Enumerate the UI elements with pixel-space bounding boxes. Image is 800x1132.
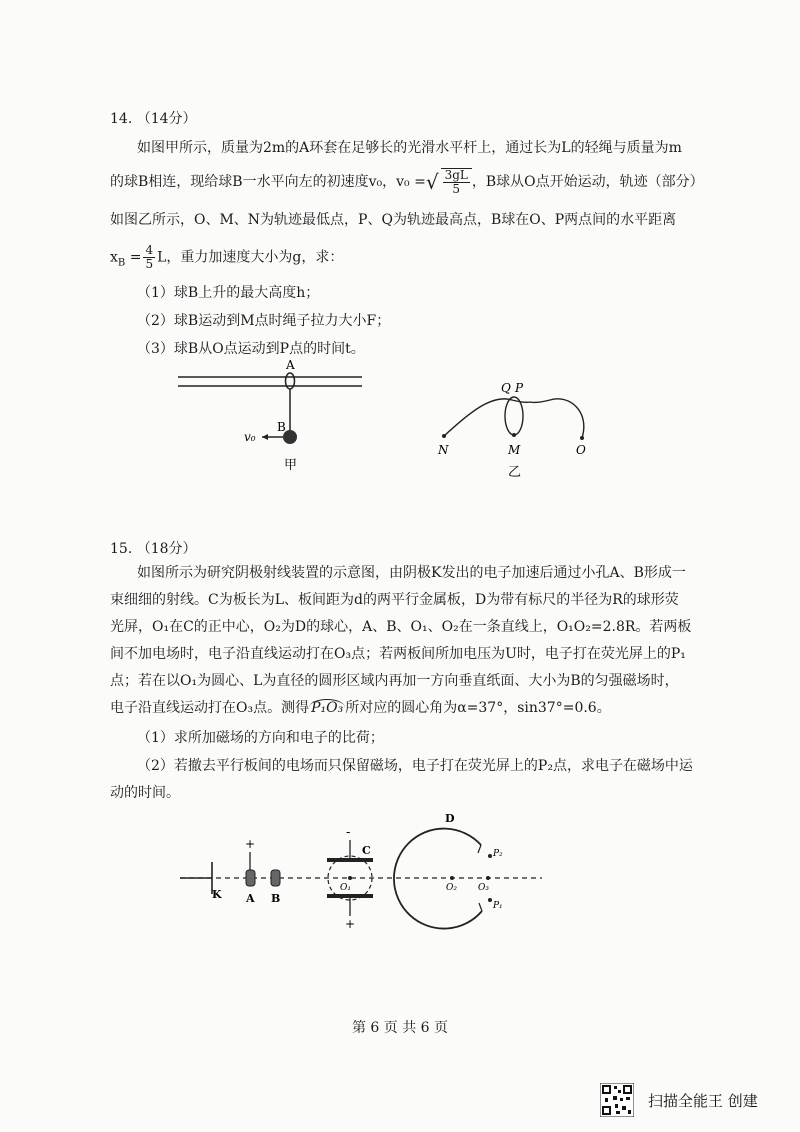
q15-line6-start: 电子沿直线运动打在O₃点。测得 <box>110 700 310 716</box>
frac-num-4: 4 <box>145 243 154 257</box>
figure-cathode-ray <box>170 810 550 935</box>
minus-c: - <box>346 825 351 840</box>
point-o1 <box>348 876 352 880</box>
fraction-3gl-5 <box>443 169 470 196</box>
plate-bottom <box>327 894 373 898</box>
trajectory-loop <box>505 397 523 435</box>
q15-line5: 点；若在以O₁为圆心、L为直径的圆形区域内再加一方向垂直纸面、大小为B的匀强磁场时， <box>110 673 679 689</box>
frac-num: 3gL <box>444 168 468 182</box>
arc-p1o3: P₁O₃ <box>311 700 344 716</box>
plus-c: + <box>345 917 356 931</box>
q15-sub1: （1）求所加磁场的方向和电子的比荷； <box>137 730 384 746</box>
q14-line4-end: L，重力加速度大小为g，求： <box>157 249 344 266</box>
q14-line4 <box>110 244 343 273</box>
label-a: A <box>286 358 295 372</box>
arrow-head <box>262 434 268 440</box>
qr-code-icon <box>600 1083 634 1117</box>
label-k: K <box>212 888 222 901</box>
q14-sub2: （2）球B运动到M点时绳子拉力大小F； <box>137 313 391 329</box>
q15-line6 <box>110 698 611 718</box>
label-m: M <box>508 443 521 457</box>
sqrt-sign: √ <box>425 170 439 194</box>
label-a: A <box>246 892 255 905</box>
q15-line4: 间不加电场时，电子沿直线运动打在O₃点；若两板间所加电压为U时，电子打在荧光屏上的P₁ <box>110 646 686 662</box>
q14-line2-end: ，B球从O点开始运动，轨迹（部分） <box>471 174 704 190</box>
point-o <box>580 436 584 440</box>
label-o3: O₃ <box>478 883 489 893</box>
label-q: Q <box>501 381 511 395</box>
point-p2 <box>488 854 492 858</box>
q15-line2: 束细细的射线。C为板长为L、板间距为d的两平行金属板，D为带有标尺的半径为R的球形荧 <box>110 592 679 608</box>
label-p1: P₁ <box>493 901 503 911</box>
q15-sub2a: （2）若撤去平行板间的电场而只保留磁场，电子打在荧光屏上的P₂点，求电子在磁场中运 <box>137 758 693 774</box>
label-v0: v₀ <box>244 430 256 444</box>
point-p1 <box>488 898 492 902</box>
xb-subscript: B <box>117 257 126 269</box>
q15-header: 15. （18分） <box>110 541 197 557</box>
label-o: O <box>576 443 586 457</box>
page-footer: 第 6 页 共 6 页 <box>351 1020 449 1036</box>
q15-line1: 如图所示为研究阴极射线装置的示意图，由阴极K发出的电子加速后通过小孔A、B形成一 <box>137 565 686 581</box>
point-o2 <box>450 876 454 880</box>
plate-top <box>327 858 373 862</box>
q14-line3: 如图乙所示，O、M、N为轨迹最低点，P、Q为轨迹最高点，B球在O、P两点间的水平距离 <box>110 212 677 228</box>
q15-sub2b: 动的时间。 <box>110 785 180 801</box>
q14-line2 <box>110 168 704 196</box>
label-o2: O₂ <box>446 883 457 893</box>
sqrt-radicand <box>441 168 472 196</box>
figure-yi <box>430 372 600 492</box>
label-c: C <box>362 844 371 857</box>
point-n <box>442 434 446 438</box>
q14-sub1: （1）球B上升的最大高度h； <box>137 285 320 301</box>
label-b: B <box>277 420 286 434</box>
q14-line1: 如图甲所示，质量为2m的A环套在足够长的光滑水平杆上，通过长为L的轻绳与质量为m <box>137 140 682 156</box>
q14-sub3: （3）球B从O点运动到P点的时间t。 <box>137 341 365 357</box>
watermark-text: 扫描全能王 创建 <box>648 1092 758 1110</box>
aperture-b <box>271 870 280 886</box>
point-o3 <box>486 876 490 880</box>
caption-yi: 乙 <box>508 465 522 480</box>
fraction-4-5 <box>143 244 155 271</box>
caption-jia: 甲 <box>284 458 298 473</box>
xb-symbol: x <box>110 249 118 266</box>
trajectory-curve <box>444 399 584 438</box>
frac-den: 5 <box>452 182 461 196</box>
label-b: B <box>271 892 281 905</box>
q14-line2-start: 的球B相连，现给球B一水平向左的初速度v₀，v₀ = <box>110 174 426 190</box>
frac-den-5: 5 <box>145 257 154 271</box>
label-d: D <box>445 812 455 825</box>
label-o1: O₁ <box>340 883 351 893</box>
screen-scale-bottom <box>479 903 482 911</box>
screen-scale-top <box>478 845 481 853</box>
xb-equals: = <box>125 249 142 266</box>
point-m <box>512 433 516 437</box>
figure-jia <box>170 355 370 485</box>
anode-a <box>246 870 255 886</box>
label-n: N <box>438 443 449 457</box>
label-p2: P₂ <box>493 849 503 859</box>
q15-line6-end: 所对应的圆心角为α=37°，sin37°=0.6。 <box>345 700 611 716</box>
label-p: P <box>515 381 524 395</box>
plus-a: + <box>245 837 256 851</box>
q15-line3: 光屏，O₁在C的正中心，O₂为D的球心，A、B、O₁、O₂在一条直线上，O₁O₂=2.8R。若两板 <box>110 619 692 635</box>
q14-header: 14. （14分） <box>110 111 197 127</box>
